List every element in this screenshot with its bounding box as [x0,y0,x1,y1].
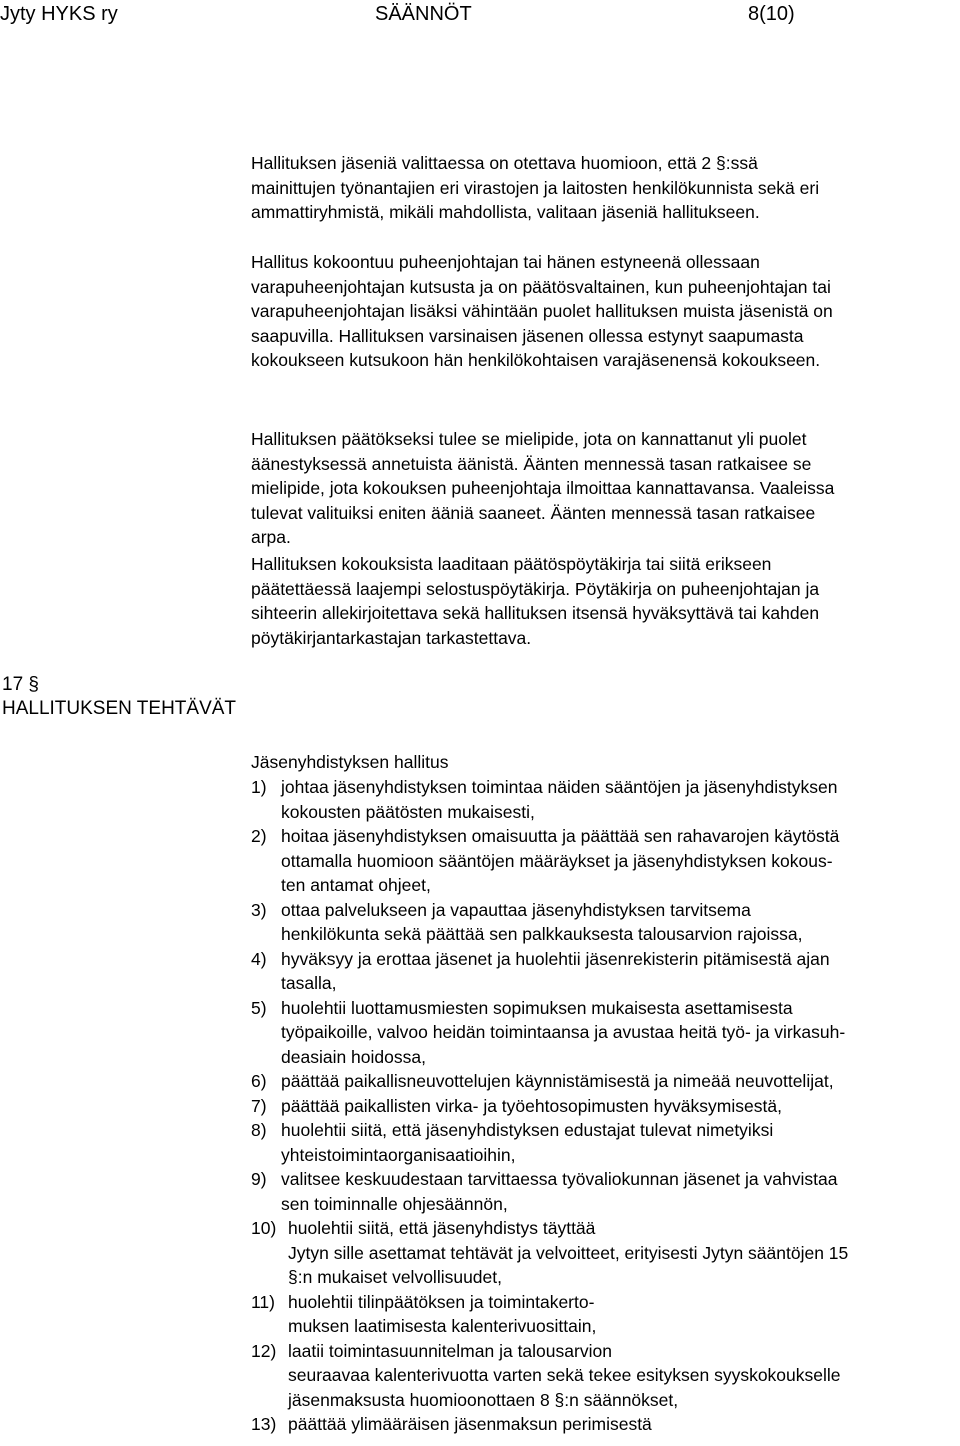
paragraph-meeting-quorum [251,250,956,373]
section-title: HALLITUKSEN TEHTÄVÄT [2,698,237,719]
list-item: 8) huolehtii siitä, että jäsenyhdistyksen edustajat tulevat nimetyiksi yhteistoimintaorganisaatioihin, [251,1118,956,1167]
list-item: 12) laatii toimintasuunnitelman ja talousarvion seuraavaa kalenterivuotta varten sekä tekee esityksen syyskokoukselle jäsenmaksusta huomioonottaen 8 §:n säännökset, [251,1339,956,1413]
header-document-title: SÄÄNNÖT [375,3,472,25]
item-number: 3) [251,899,267,920]
item-number: 10) [251,1218,277,1238]
list-item: 7) päättää paikallisten virka- ja työehtosopimusten hyväksymisestä, [251,1094,956,1119]
paragraph-text: Hallituksen päätökseksi tulee se mielipide, jota on kannattanut yli puolet äänestyksessä annetuista äänistä. Äänten mennessä tasan ratkaisee se mielipide, jota kokouksen puheenjohtaja ilmoittaa kannattavansa. Vaaleissa tulevat valituiksi eniten ääniä saaneet. Äänten mennessä tasan ratkaisee arpa. [251,429,835,547]
header-organization: Jyty HYKS ry [0,3,118,25]
paragraph-text: Hallitus kokoontuu puheenjohtajan tai hänen estyneenä ollessaan varapuheenjohtajan kutsusta ja on päätösvaltainen, kun puheenjohtajan tai varapuheenjohtajan lisäksi vähintään puolet hallituksen muista jäsenistä on saapuvilla. Hallituksen varsinaisen jäsenen ollessa estynyt saapumasta kokoukseen kutsukoon hän henkilökohtaisen varajäsenensä kokoukseen. [251,252,833,370]
paragraph-text: Hallituksen jäseniä valittaessa on otettava huomioon, että 2 §:ssä mainittujen työnantajien eri virastojen ja laitosten henkilökunnista sekä eri ammattiryhmistä, mikäli mahdollista, valitaan jäseniä hallitukseen. [251,153,820,222]
list-item: 3) ottaa palvelukseen ja vapauttaa jäsenyhdistyksen tarvitsema henkilökunta sekä päättää sen palkkauksesta talousarvion rajoissa, [251,898,956,947]
item-number: 7) [251,1095,267,1116]
paragraph-member-selection [251,151,956,225]
item-number: 6) [251,1071,267,1091]
list-item: 6) päättää paikallisneuvottelujen käynnistämisestä ja nimeää neuvottelijat, [251,1069,956,1094]
list-item: 5) huolehtii luottamusmiesten sopimuksen mukaisesta asettamisesta työpaikoille, valvoo heidän toimintaansa ja avustaa heitä työ- ja virkasuh- deasiain hoidossa, [251,996,956,1070]
item-number: 11) [251,1291,275,1312]
item-number: 9) [251,1169,267,1189]
duties-list [251,750,956,1437]
list-item: 11) huolehtii tilinpäätöksen ja toimintakerto- muksen laatimisesta kalenterivuosittain, [251,1290,956,1339]
list-item: 1) johtaa jäsenyhdistyksen toimintaa näiden sääntöjen ja jäsenyhdistyksen kokousten päätösten mukaisesti, [251,775,956,824]
section-number: 17 § [2,674,39,695]
item-number: 4) [251,948,267,969]
paragraph-text: Hallituksen kokouksista laaditaan päätöspöytäkirja tai siitä erikseen päätettäessä laajempi selostuspöytäkirja. Pöytäkirja on puheenjohtajan ja sihteerin allekirjoitettava sekä hallituksen itsensä hyväksyttävä tai kahden pöytäkirjantarkastajan tarkastettava. [251,554,820,648]
list-item: 2) hoitaa jäsenyhdistyksen omaisuutta ja päättää sen rahavarojen käytöstä ottamalla huomioon sääntöjen määräykset ja jäsenyhdistyksen kokous- ten antamat ohjeet, [251,824,956,898]
item-number: 5) [251,997,267,1018]
list-item: 9) valitsee keskuudestaan tarvittaessa työvaliokunnan jäsenet ja vahvistaa sen toiminnalle ohjesäännön, [251,1167,956,1216]
item-number: 13) [251,1414,277,1434]
item-number: 8) [251,1120,267,1140]
item-number: 12) [251,1340,277,1361]
paragraph-decisions [251,427,956,550]
section-heading [2,673,236,721]
list-item: 13) päättää ylimääräisen jäsenmaksun perimisestä [251,1412,956,1437]
list-title: Jäsenyhdistyksen hallitus [251,752,449,772]
header-page-number: 8(10) [748,3,795,25]
list-item: 10) huolehtii siitä, että jäsenyhdistys täyttää Jytyn sille asettamat tehtävät ja velvoitteet, erityisesti Jytyn sääntöjen 15 §:n mukaiset velvollisuudet, [251,1216,956,1290]
list-item: 4) hyväksyy ja erottaa jäsenet ja huolehtii jäsenrekisterin pitämisestä ajan tasalla, [251,947,956,996]
item-number: 2) [251,826,267,846]
paragraph-minutes [251,552,956,650]
item-number: 1) [251,777,267,797]
